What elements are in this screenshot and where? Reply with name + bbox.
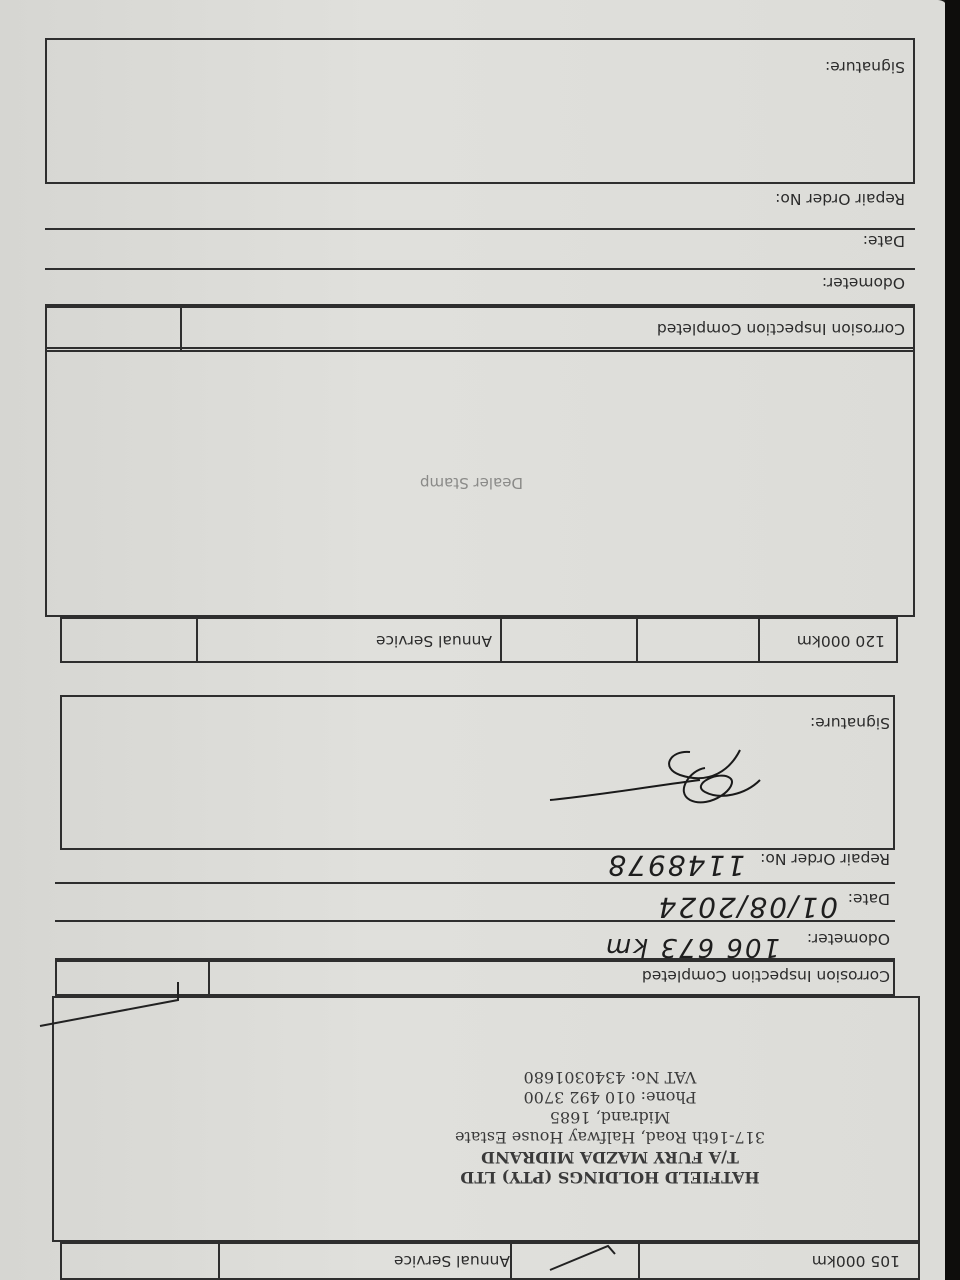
dealer-address [440,1067,780,1187]
date-label: Date: [847,890,890,908]
repair-order-label: Repair Order No: [760,850,890,868]
km-label: 120 000km [796,632,885,650]
annual-service-label: Annual Service [375,632,492,650]
divider [45,228,915,230]
km-label: 105 000km [811,1252,900,1270]
divider [45,304,915,306]
checkmark-icon [540,1244,620,1274]
annual-service-label: Annual Service [393,1252,510,1270]
signature-label: Signature: [825,58,905,76]
handwritten-signature [540,730,800,840]
date-value: 01/08/2024 [656,891,838,924]
corrosion-checkbox[interactable] [45,306,182,352]
odometer-label: Odometer: [821,274,905,292]
dealer-phone: Phone: 010 492 3700 [523,1088,697,1107]
repair-order-value: 1148978 [606,849,745,882]
divider [45,268,915,270]
odometer-label: Odometer: [806,930,890,948]
dealer-city: Midrand, 1685 [549,1108,671,1127]
dealer-stamp-label: Dealer Stamp [419,474,523,492]
dealer-trading-name: T/A FURY MAZDA MIDRAND [481,1148,739,1167]
service-type-cell [500,617,638,663]
annual-service-checkbox[interactable] [60,617,198,663]
checkmark-icon [30,970,260,1030]
corrosion-label: Corrosion Inspection Completed [641,967,890,985]
date-label: Date: [862,232,905,250]
dealer-street: 317-16th Road, Halfway House Estate [454,1128,766,1147]
signature-box [45,38,915,184]
divider [55,882,895,884]
repair-order-label: Repair Order No: [775,190,905,208]
dealer-name: HATFIELD HOLDINGS (PTY) LTD [460,1168,760,1187]
signature-label: Signature: [810,714,890,732]
corrosion-label: Corrosion Inspection Completed [656,320,905,338]
dealer-vat: VAT No: 4340301680 [523,1068,697,1087]
annual-service-checkbox[interactable] [60,1242,220,1280]
odometer-value: 106 673 km [603,932,780,962]
